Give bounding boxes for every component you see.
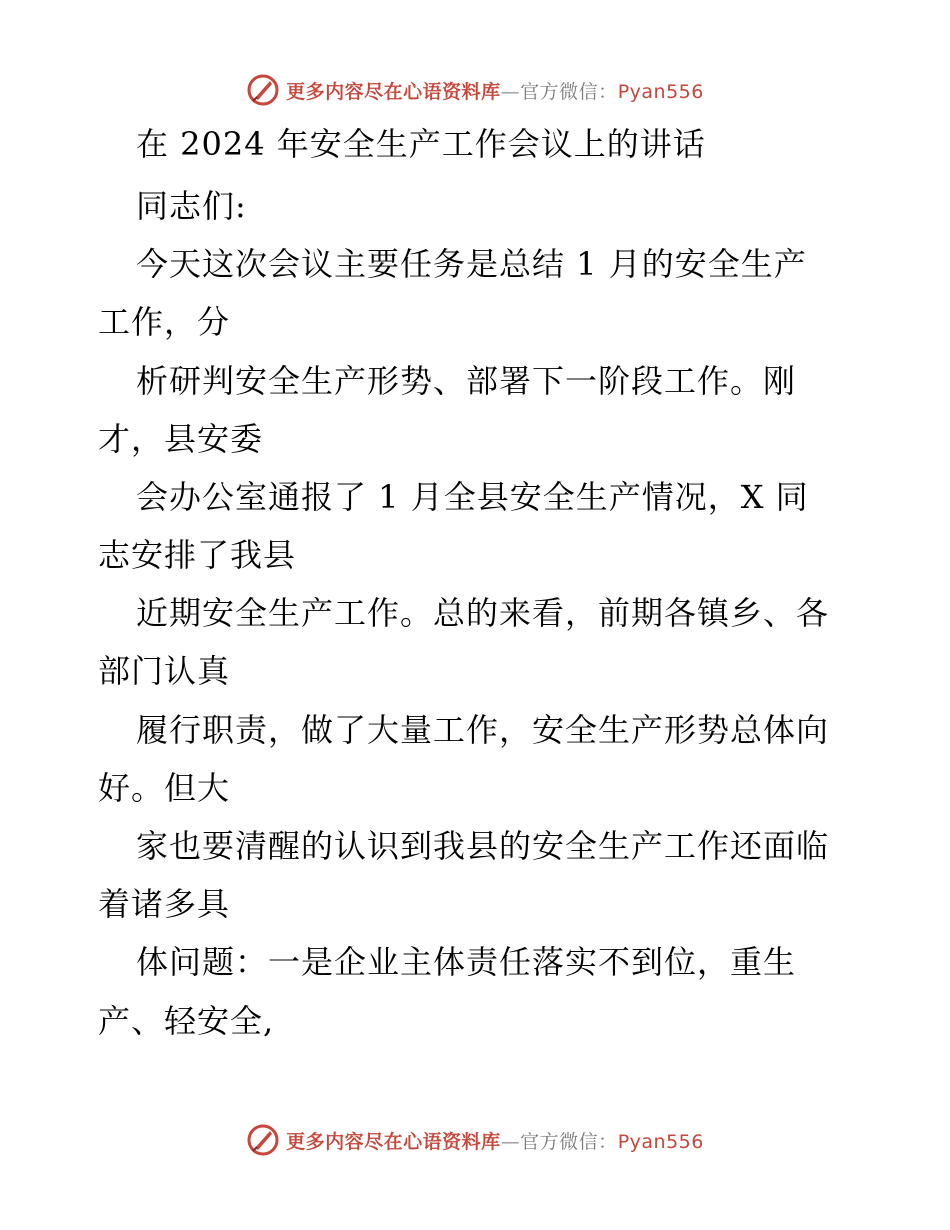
footer-watermark: [0, 1120, 950, 1160]
paragraph-line: 今天这次会议主要任务是总结 1 月的安全生产: [136, 245, 807, 283]
paragraph-line: 志安排了我县: [98, 536, 297, 574]
salutation: 同志们:: [136, 187, 247, 225]
paragraph-line: 会办公室通报了 1 月全县安全生产情况，X 同: [136, 478, 809, 516]
paragraph-line: 部门认真: [98, 652, 231, 690]
paragraph-line: 家也要清醒的认识到我县的安全生产工作还面临: [136, 827, 830, 865]
paragraph-line: 近期安全生产工作。总的来看，前期各镇乡、各: [136, 594, 830, 632]
paragraph-line: 体问题：一是企业主体责任落实不到位，重生: [136, 943, 797, 981]
paragraph-line: 析研判安全生产形势、部署下一阶段工作。刚: [136, 362, 797, 400]
quill-logo-icon: [246, 73, 280, 107]
header-watermark: [0, 70, 950, 110]
paragraph-line: 好。但大: [98, 769, 231, 807]
watermark-text: 更多内容尽在心语资料库—官方微信：Pyan556: [286, 1130, 704, 1153]
document-title: 在 2024 年安全生产工作会议上的讲话: [136, 125, 706, 163]
paragraph-line: 着诸多具: [98, 885, 231, 923]
paragraph-line: 才，县安委: [98, 420, 264, 458]
quill-logo-icon: [246, 1123, 280, 1157]
paragraph-line: 产、轻安全,: [98, 1002, 275, 1040]
paragraph-line: 工作，分: [98, 303, 231, 341]
watermark-text: 更多内容尽在心语资料库—官方微信：Pyan556: [286, 80, 704, 103]
paragraph-line: 履行职责，做了大量工作，安全生产形势总体向: [136, 711, 830, 749]
